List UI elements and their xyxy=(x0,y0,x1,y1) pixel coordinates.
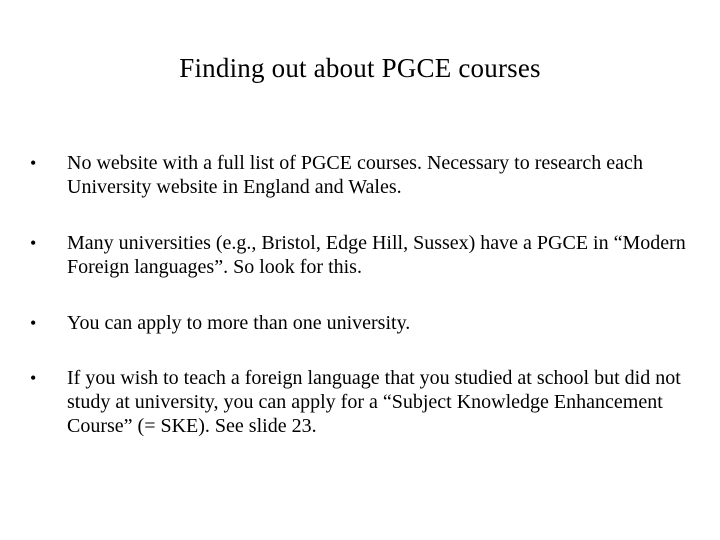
bullet-icon: • xyxy=(30,313,37,333)
list-item xyxy=(30,311,690,335)
list-item xyxy=(30,366,690,438)
bullet-text: If you wish to teach a foreign language that you studied at school but did not study at university, you can apply for a “Subject Knowledge Enhancement Course” (= SKE). See slide 23. xyxy=(67,367,681,437)
bullet-list xyxy=(30,151,690,470)
bullet-icon: • xyxy=(30,233,37,253)
bullet-text: You can apply to more than one university. xyxy=(67,312,411,334)
bullet-icon: • xyxy=(30,368,37,388)
bullet-text: No website with a full list of PGCE courses. Necessary to research each University website in England and Wales. xyxy=(67,152,643,198)
bullet-icon: • xyxy=(30,153,37,173)
slide-title: Finding out about PGCE courses xyxy=(179,53,541,83)
list-item xyxy=(30,151,690,199)
list-item xyxy=(30,231,690,279)
bullet-text: Many universities (e.g., Bristol, Edge Hill, Sussex) have a PGCE in “Modern Foreign languages”. So look for this. xyxy=(67,232,686,278)
